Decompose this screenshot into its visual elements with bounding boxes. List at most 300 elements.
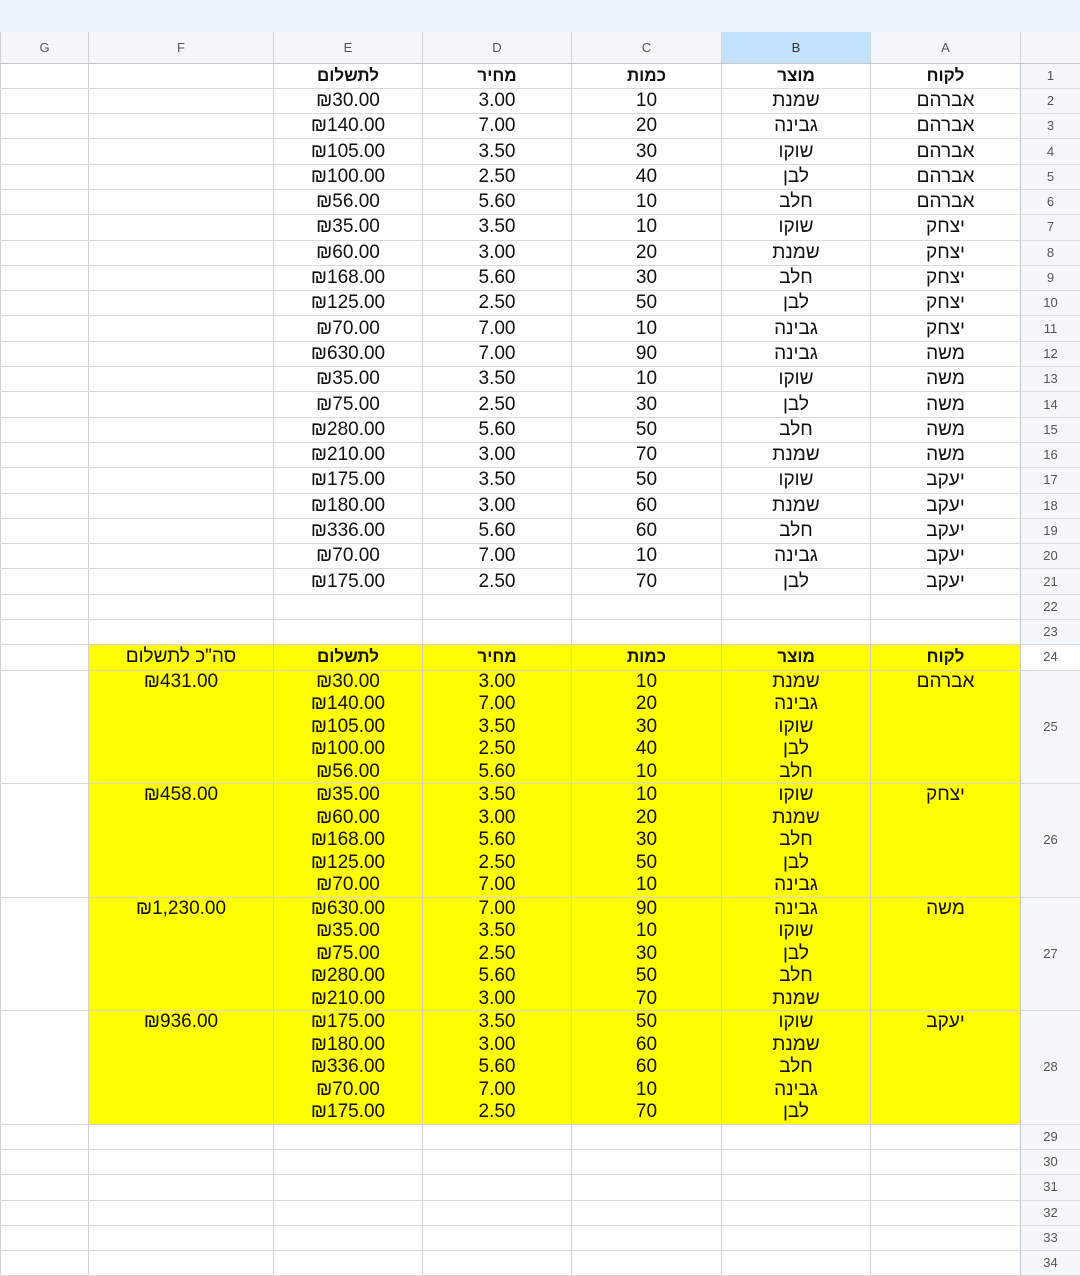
row-header-8[interactable]: 8: [1021, 240, 1080, 265]
cell[interactable]: [1, 645, 89, 670]
cell[interactable]: [1, 620, 89, 645]
cell[interactable]: [423, 341, 572, 366]
cell[interactable]: [572, 569, 722, 594]
cell[interactable]: [722, 1225, 871, 1250]
row-header-26[interactable]: 26: [1021, 784, 1080, 898]
cell[interactable]: [423, 417, 572, 442]
cell[interactable]: [1, 544, 89, 569]
cell[interactable]: [423, 88, 572, 113]
cell[interactable]: [722, 139, 871, 164]
row-header-18[interactable]: 18: [1021, 493, 1080, 518]
cell[interactable]: [572, 1175, 722, 1200]
cell[interactable]: [572, 1200, 722, 1225]
cell[interactable]: [1, 468, 89, 493]
header-cell[interactable]: מחיר: [423, 645, 572, 670]
cell[interactable]: [423, 189, 572, 214]
cell[interactable]: [1, 1175, 89, 1200]
cell[interactable]: [871, 569, 1021, 594]
cell[interactable]: [274, 544, 423, 569]
cell[interactable]: [89, 442, 274, 467]
total-cell[interactable]: [89, 1011, 274, 1125]
products-cell[interactable]: [722, 897, 871, 1011]
cell[interactable]: [871, 215, 1021, 240]
row-header-1[interactable]: 1: [1021, 63, 1080, 88]
cell[interactable]: [1, 1011, 89, 1125]
cell[interactable]: [572, 265, 722, 290]
cell-value: גבינה: [774, 318, 818, 339]
cell[interactable]: [871, 114, 1021, 139]
cell[interactable]: [89, 240, 274, 265]
cell[interactable]: [572, 316, 722, 341]
cell[interactable]: [1, 63, 89, 88]
row-header-22[interactable]: 22: [1021, 594, 1080, 619]
pay-cell[interactable]: [274, 1011, 423, 1125]
cell[interactable]: [89, 1149, 274, 1174]
pay-cell[interactable]: [274, 670, 423, 784]
cell[interactable]: [89, 88, 274, 113]
cell[interactable]: [423, 367, 572, 392]
cell[interactable]: [722, 164, 871, 189]
cell[interactable]: [89, 1200, 274, 1225]
cell[interactable]: [572, 215, 722, 240]
cell[interactable]: [274, 442, 423, 467]
cell[interactable]: [423, 215, 572, 240]
cell[interactable]: [572, 1251, 722, 1276]
cell[interactable]: [871, 189, 1021, 214]
row-header-3[interactable]: 3: [1021, 114, 1080, 139]
cell[interactable]: [871, 240, 1021, 265]
row-header-7[interactable]: 7: [1021, 215, 1080, 240]
cell[interactable]: [722, 493, 871, 518]
cell[interactable]: [423, 1124, 572, 1149]
cell[interactable]: [423, 114, 572, 139]
cell[interactable]: [871, 88, 1021, 113]
row-header-24[interactable]: 24: [1021, 645, 1080, 670]
column-header-b[interactable]: B: [722, 32, 871, 63]
cell[interactable]: [89, 493, 274, 518]
cell[interactable]: [871, 316, 1021, 341]
cell[interactable]: [572, 164, 722, 189]
column-header-f[interactable]: F: [89, 32, 274, 63]
cell[interactable]: [1, 114, 89, 139]
row-header-6[interactable]: 6: [1021, 189, 1080, 214]
cell[interactable]: [1, 240, 89, 265]
cell[interactable]: [572, 468, 722, 493]
cell[interactable]: [423, 1200, 572, 1225]
cell[interactable]: [722, 265, 871, 290]
cell[interactable]: [871, 291, 1021, 316]
cell[interactable]: [1, 215, 89, 240]
cell[interactable]: [89, 265, 274, 290]
total-header-cell[interactable]: סה"כ לתשלום: [89, 645, 274, 670]
cell[interactable]: [572, 291, 722, 316]
row-header-2[interactable]: 2: [1021, 88, 1080, 113]
cell[interactable]: [1, 139, 89, 164]
qty-cell[interactable]: [572, 784, 722, 898]
table-row: [1, 63, 1080, 88]
cell[interactable]: [871, 544, 1021, 569]
cell[interactable]: [722, 417, 871, 442]
row-header-34[interactable]: 34: [1021, 1251, 1080, 1276]
cell[interactable]: [722, 114, 871, 139]
cell[interactable]: [722, 88, 871, 113]
cell[interactable]: [1, 341, 89, 366]
row-header-16[interactable]: 16: [1021, 442, 1080, 467]
cell[interactable]: [572, 493, 722, 518]
group-row: [1, 670, 1080, 784]
cell[interactable]: [423, 139, 572, 164]
cell[interactable]: [1, 784, 89, 898]
cell[interactable]: [274, 1175, 423, 1200]
cell[interactable]: [1, 392, 89, 417]
cell[interactable]: [871, 468, 1021, 493]
cell[interactable]: [89, 215, 274, 240]
price-cell[interactable]: [423, 784, 572, 898]
cell[interactable]: [1, 493, 89, 518]
cell[interactable]: [423, 493, 572, 518]
customer-cell[interactable]: אברהם: [871, 670, 1021, 784]
row-header-32[interactable]: 32: [1021, 1200, 1080, 1225]
cell-line: ₪140.00: [274, 693, 422, 716]
row-header-31[interactable]: 31: [1021, 1175, 1080, 1200]
cell[interactable]: [423, 392, 572, 417]
price-cell[interactable]: [423, 670, 572, 784]
cell[interactable]: [722, 620, 871, 645]
cell[interactable]: [274, 620, 423, 645]
cell[interactable]: [1, 291, 89, 316]
cell[interactable]: [1, 569, 89, 594]
cell[interactable]: [423, 569, 572, 594]
cell[interactable]: [572, 88, 722, 113]
cell[interactable]: [1, 367, 89, 392]
cell[interactable]: [1, 442, 89, 467]
cell[interactable]: [423, 1149, 572, 1174]
pay-cell[interactable]: [274, 784, 423, 898]
cell[interactable]: [871, 1200, 1021, 1225]
cell[interactable]: [1, 518, 89, 543]
price-cell[interactable]: [423, 897, 572, 1011]
cell[interactable]: [572, 392, 722, 417]
cell[interactable]: [423, 291, 572, 316]
row-header-30[interactable]: 30: [1021, 1149, 1080, 1174]
cell[interactable]: [274, 468, 423, 493]
cell[interactable]: [89, 114, 274, 139]
cell[interactable]: [423, 594, 572, 619]
cell[interactable]: [572, 1225, 722, 1250]
table-row: [1, 468, 1080, 493]
total-cell[interactable]: [89, 784, 274, 898]
cell[interactable]: [89, 1225, 274, 1250]
cell-line: ₪56.00: [274, 761, 422, 784]
cell[interactable]: [423, 1225, 572, 1250]
cell[interactable]: [89, 139, 274, 164]
cell[interactable]: [89, 1175, 274, 1200]
cell[interactable]: [423, 544, 572, 569]
cell[interactable]: [89, 468, 274, 493]
cell[interactable]: [274, 164, 423, 189]
cell[interactable]: [572, 417, 722, 442]
cell[interactable]: [1, 316, 89, 341]
cell[interactable]: [89, 518, 274, 543]
cell[interactable]: [572, 1149, 722, 1174]
customer-cell[interactable]: משה: [871, 897, 1021, 1011]
cell[interactable]: [572, 442, 722, 467]
cell[interactable]: [1, 594, 89, 619]
cell[interactable]: [274, 594, 423, 619]
cell[interactable]: [274, 417, 423, 442]
cell[interactable]: [871, 1149, 1021, 1174]
cell[interactable]: [572, 341, 722, 366]
cell[interactable]: [1, 897, 89, 1011]
cell[interactable]: [89, 544, 274, 569]
cell[interactable]: [89, 1251, 274, 1276]
cell-line: 7.00: [423, 874, 571, 897]
header-cell[interactable]: כמות: [572, 645, 722, 670]
column-header-c[interactable]: C: [572, 32, 722, 63]
row-header-27[interactable]: 27: [1021, 897, 1080, 1011]
cell[interactable]: [274, 139, 423, 164]
cell[interactable]: [274, 367, 423, 392]
row-header-25[interactable]: 25: [1021, 670, 1080, 784]
cell[interactable]: [423, 1175, 572, 1200]
cell[interactable]: [722, 518, 871, 543]
cell[interactable]: [89, 417, 274, 442]
total-cell[interactable]: [89, 897, 274, 1011]
cell[interactable]: [572, 1124, 722, 1149]
cell[interactable]: [89, 392, 274, 417]
cell[interactable]: [423, 468, 572, 493]
cell[interactable]: [1, 265, 89, 290]
cell[interactable]: [572, 189, 722, 214]
spreadsheet-grid[interactable]: [0, 32, 1080, 1276]
cell[interactable]: [871, 417, 1021, 442]
cell[interactable]: [423, 518, 572, 543]
header-cell[interactable]: לתשלום: [274, 645, 423, 670]
qty-cell[interactable]: [572, 897, 722, 1011]
qty-cell[interactable]: [572, 1011, 722, 1125]
row-header-33[interactable]: 33: [1021, 1225, 1080, 1250]
cell[interactable]: [1, 417, 89, 442]
cell[interactable]: [274, 114, 423, 139]
cell[interactable]: [722, 215, 871, 240]
table-row: [1, 164, 1080, 189]
customer-cell[interactable]: יצחק: [871, 784, 1021, 898]
cell[interactable]: [871, 1124, 1021, 1149]
cell[interactable]: [1, 164, 89, 189]
cell[interactable]: [871, 367, 1021, 392]
cell[interactable]: [89, 341, 274, 366]
cell[interactable]: [1, 1149, 89, 1174]
cell[interactable]: [871, 1175, 1021, 1200]
cell[interactable]: [89, 164, 274, 189]
row-header-21[interactable]: 21: [1021, 569, 1080, 594]
cell[interactable]: [722, 240, 871, 265]
cell[interactable]: [274, 1225, 423, 1250]
cell[interactable]: [89, 367, 274, 392]
cell[interactable]: [572, 518, 722, 543]
cell[interactable]: [722, 1200, 871, 1225]
row-header-20[interactable]: 20: [1021, 544, 1080, 569]
cell[interactable]: [1, 1124, 89, 1149]
cell[interactable]: [274, 291, 423, 316]
cell[interactable]: [871, 1225, 1021, 1250]
cell[interactable]: [572, 544, 722, 569]
products-cell[interactable]: [722, 784, 871, 898]
cell[interactable]: [274, 569, 423, 594]
qty-cell[interactable]: [572, 670, 722, 784]
cell[interactable]: [89, 594, 274, 619]
cell[interactable]: [274, 493, 423, 518]
cell[interactable]: [423, 316, 572, 341]
cell[interactable]: [423, 1251, 572, 1276]
cell[interactable]: [871, 341, 1021, 366]
row-header-15[interactable]: 15: [1021, 417, 1080, 442]
row-header-4[interactable]: 4: [1021, 139, 1080, 164]
cell[interactable]: [1, 1251, 89, 1276]
row-header-11[interactable]: 11: [1021, 316, 1080, 341]
cell[interactable]: [423, 265, 572, 290]
cell[interactable]: [1, 88, 89, 113]
select-all-corner[interactable]: [1021, 32, 1080, 63]
header-cell[interactable]: כמות: [572, 63, 722, 88]
customer-cell[interactable]: יעקב: [871, 1011, 1021, 1125]
cell[interactable]: [871, 139, 1021, 164]
row-header-12[interactable]: 12: [1021, 341, 1080, 366]
cell[interactable]: [722, 1175, 871, 1200]
header-cell[interactable]: מחיר: [423, 63, 572, 88]
cell[interactable]: [871, 493, 1021, 518]
cell[interactable]: [572, 114, 722, 139]
cell[interactable]: [871, 164, 1021, 189]
cell[interactable]: [722, 341, 871, 366]
header-cell[interactable]: לתשלום: [274, 63, 423, 88]
cell[interactable]: [89, 620, 274, 645]
cell[interactable]: [572, 620, 722, 645]
cell[interactable]: [423, 442, 572, 467]
cell[interactable]: [274, 1200, 423, 1225]
header-cell[interactable]: מוצר: [722, 645, 871, 670]
row-header-17[interactable]: 17: [1021, 468, 1080, 493]
cell[interactable]: [722, 316, 871, 341]
products-cell[interactable]: [722, 670, 871, 784]
cell[interactable]: [572, 139, 722, 164]
cell-value: לבן: [783, 166, 809, 187]
cell[interactable]: [722, 1124, 871, 1149]
cell[interactable]: [871, 594, 1021, 619]
cell[interactable]: [722, 1251, 871, 1276]
cell[interactable]: [871, 518, 1021, 543]
cell[interactable]: [572, 594, 722, 619]
row-header-29[interactable]: 29: [1021, 1124, 1080, 1149]
cell[interactable]: [274, 240, 423, 265]
cell[interactable]: [871, 620, 1021, 645]
header-cell[interactable]: לקוח: [871, 645, 1021, 670]
cell[interactable]: [722, 367, 871, 392]
cell[interactable]: [89, 189, 274, 214]
cell[interactable]: [572, 240, 722, 265]
table-row: [1, 417, 1080, 442]
cell-value: 10: [572, 368, 721, 390]
cell[interactable]: [1, 189, 89, 214]
total-cell[interactable]: [89, 670, 274, 784]
column-header-d[interactable]: D: [423, 32, 572, 63]
row-header-13[interactable]: 13: [1021, 367, 1080, 392]
pay-cell[interactable]: [274, 897, 423, 1011]
table-row: [1, 291, 1080, 316]
cell[interactable]: [274, 341, 423, 366]
cell[interactable]: [722, 291, 871, 316]
column-header-a[interactable]: A: [871, 32, 1021, 63]
cell[interactable]: [423, 620, 572, 645]
cell[interactable]: [722, 544, 871, 569]
row-header-28[interactable]: 28: [1021, 1011, 1080, 1125]
row-header-14[interactable]: 14: [1021, 392, 1080, 417]
cell[interactable]: [274, 1124, 423, 1149]
row-header-9[interactable]: 9: [1021, 265, 1080, 290]
cell-line: 7.00: [423, 1079, 571, 1102]
cell[interactable]: [274, 1251, 423, 1276]
column-header-e[interactable]: E: [274, 32, 423, 63]
cell[interactable]: [722, 468, 871, 493]
cell-line: 60: [572, 1056, 721, 1079]
cell[interactable]: [871, 1251, 1021, 1276]
cell[interactable]: [871, 265, 1021, 290]
cell[interactable]: [274, 265, 423, 290]
cell[interactable]: [871, 442, 1021, 467]
cell[interactable]: [1, 670, 89, 784]
cell-line: לבן: [722, 1101, 870, 1124]
row-header-23[interactable]: 23: [1021, 620, 1080, 645]
cell[interactable]: [274, 518, 423, 543]
cell[interactable]: [871, 392, 1021, 417]
cell[interactable]: [89, 1124, 274, 1149]
cell[interactable]: [274, 316, 423, 341]
cell[interactable]: [89, 63, 274, 88]
products-cell[interactable]: [722, 1011, 871, 1125]
cell[interactable]: [274, 1149, 423, 1174]
cell-value: 2.50: [423, 571, 571, 593]
cell[interactable]: [89, 316, 274, 341]
header-cell[interactable]: לקוח: [871, 63, 1021, 88]
cell[interactable]: [722, 189, 871, 214]
cell[interactable]: [423, 164, 572, 189]
cell[interactable]: [1, 1200, 89, 1225]
cell[interactable]: [722, 442, 871, 467]
cell[interactable]: [722, 594, 871, 619]
cell[interactable]: [89, 291, 274, 316]
cell[interactable]: [274, 189, 423, 214]
cell[interactable]: [274, 215, 423, 240]
cell-value: 3.50: [423, 469, 571, 491]
cell[interactable]: [722, 392, 871, 417]
row-header-19[interactable]: 19: [1021, 518, 1080, 543]
cell[interactable]: [722, 569, 871, 594]
row-header-5[interactable]: 5: [1021, 164, 1080, 189]
cell[interactable]: [1, 1225, 89, 1250]
cell[interactable]: [423, 240, 572, 265]
cell[interactable]: [89, 569, 274, 594]
header-cell[interactable]: מוצר: [722, 63, 871, 88]
cell[interactable]: [274, 392, 423, 417]
cell[interactable]: [572, 367, 722, 392]
row-header-10[interactable]: 10: [1021, 291, 1080, 316]
cell-value: ₪175.00: [274, 571, 422, 593]
price-cell[interactable]: [423, 1011, 572, 1125]
cell[interactable]: [274, 88, 423, 113]
cell[interactable]: [722, 1149, 871, 1174]
cell-value: יצחק: [926, 267, 965, 288]
column-header-g[interactable]: G: [1, 32, 89, 63]
